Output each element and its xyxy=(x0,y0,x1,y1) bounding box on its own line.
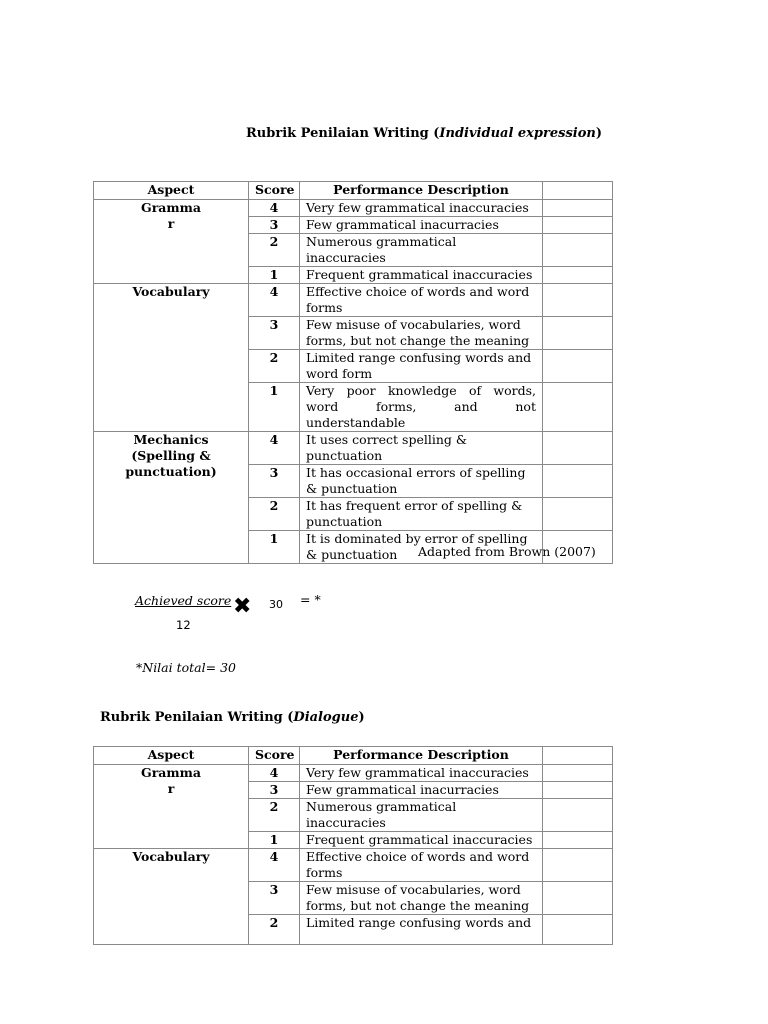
header-description: Performance Description xyxy=(300,182,543,200)
score-cell: 2 xyxy=(249,799,300,832)
table-header-row xyxy=(94,182,613,200)
empty-cell xyxy=(543,432,613,465)
table-row xyxy=(94,765,613,782)
description-cell: Few grammatical inacurracies xyxy=(300,782,543,799)
description-cell: Effective choice of words and word forms xyxy=(300,849,543,882)
score-cell: 3 xyxy=(249,465,300,498)
header-extra xyxy=(543,747,613,765)
empty-cell xyxy=(543,200,613,217)
empty-cell xyxy=(543,498,613,531)
score-cell: 2 xyxy=(249,915,300,945)
score-cell: 1 xyxy=(249,383,300,432)
score-cell: 4 xyxy=(249,765,300,782)
multiply-icon: ✖ xyxy=(233,594,252,619)
description-cell: Few misuse of vocabularies, word forms, but not change the meaning xyxy=(300,882,543,915)
description-cell: Very few grammatical inaccuracies xyxy=(300,200,543,217)
score-cell: 3 xyxy=(249,882,300,915)
score-cell: 2 xyxy=(249,234,300,267)
description-cell: Very few grammatical inaccuracies xyxy=(300,765,543,782)
score-cell: 3 xyxy=(249,217,300,234)
empty-cell xyxy=(543,465,613,498)
score-cell: 4 xyxy=(249,432,300,465)
description-cell: Effective choice of words and word forms xyxy=(300,284,543,317)
source-citation: Adapted from Brown (2007) xyxy=(418,544,596,559)
empty-cell xyxy=(543,383,613,432)
empty-cell xyxy=(543,267,613,284)
aspect-mechanics: Mechanics (Spelling & punctuation) xyxy=(94,432,249,564)
score-cell: 4 xyxy=(249,849,300,882)
empty-cell xyxy=(543,799,613,832)
empty-cell xyxy=(543,849,613,882)
aspect-vocabulary: Vocabulary xyxy=(94,849,249,945)
rubric-title-individual: Rubrik Penilaian Writing (Individual expression) xyxy=(246,126,602,141)
header-score: Score xyxy=(249,182,300,200)
table-row xyxy=(94,284,613,317)
description-cell: Numerous grammatical inaccuracies xyxy=(300,799,543,832)
table-header-row xyxy=(94,747,613,765)
empty-cell xyxy=(543,782,613,799)
score-denominator: 12 xyxy=(176,618,191,632)
rubric-title-dialogue: Rubrik Penilaian Writing (Dialogue) xyxy=(100,710,365,725)
header-aspect: Aspect xyxy=(94,182,249,200)
description-cell: Limited range confusing words and xyxy=(300,915,543,945)
empty-cell xyxy=(543,765,613,782)
total-score-note: *Nilai total= 30 xyxy=(136,660,236,675)
description-cell: Few grammatical inacurracies xyxy=(300,217,543,234)
description-cell: Frequent grammatical inaccuracies xyxy=(300,267,543,284)
description-cell: It uses correct spelling & punctuation xyxy=(300,432,543,465)
multiplier-value: 30 xyxy=(269,598,283,611)
aspect-grammar: Gramma r xyxy=(94,765,249,849)
empty-cell xyxy=(543,350,613,383)
score-cell: 1 xyxy=(249,267,300,284)
empty-cell xyxy=(543,284,613,317)
header-aspect: Aspect xyxy=(94,747,249,765)
description-cell: It has frequent error of spelling & punctuation xyxy=(300,498,543,531)
table-row xyxy=(94,849,613,882)
description-cell: Limited range confusing words and word form xyxy=(300,350,543,383)
description-cell: Very poor knowledge of words, word forms, and not understandable xyxy=(300,383,543,432)
score-cell: 1 xyxy=(249,832,300,849)
empty-cell xyxy=(543,217,613,234)
empty-cell xyxy=(543,234,613,267)
description-cell: Numerous grammatical inaccuracies xyxy=(300,234,543,267)
score-cell: 2 xyxy=(249,350,300,383)
rubric-table-individual xyxy=(93,181,613,564)
score-cell: 4 xyxy=(249,200,300,217)
score-cell: 2 xyxy=(249,498,300,531)
score-cell: 4 xyxy=(249,284,300,317)
table-row xyxy=(94,200,613,217)
table-row xyxy=(94,432,613,465)
equals-result: = * xyxy=(300,592,321,607)
description-cell: Few misuse of vocabularies, word forms, but not change the meaning xyxy=(300,317,543,350)
empty-cell xyxy=(543,832,613,849)
empty-cell xyxy=(543,882,613,915)
score-cell: 1 xyxy=(249,531,300,564)
score-cell: 3 xyxy=(249,317,300,350)
header-score: Score xyxy=(249,747,300,765)
header-description: Performance Description xyxy=(300,747,543,765)
rubric-table-dialogue xyxy=(93,746,613,945)
empty-cell xyxy=(543,317,613,350)
aspect-grammar: Gramma r xyxy=(94,200,249,284)
aspect-vocabulary: Vocabulary xyxy=(94,284,249,432)
description-cell: Frequent grammatical inaccuracies xyxy=(300,832,543,849)
description-cell: It has occasional errors of spelling & punctuation xyxy=(300,465,543,498)
empty-cell xyxy=(543,915,613,945)
description-cell: It is dominated by error of spelling & punctuation xyxy=(300,531,543,564)
achieved-score-label: Achieved score xyxy=(135,593,232,608)
header-extra xyxy=(543,182,613,200)
score-cell: 3 xyxy=(249,782,300,799)
